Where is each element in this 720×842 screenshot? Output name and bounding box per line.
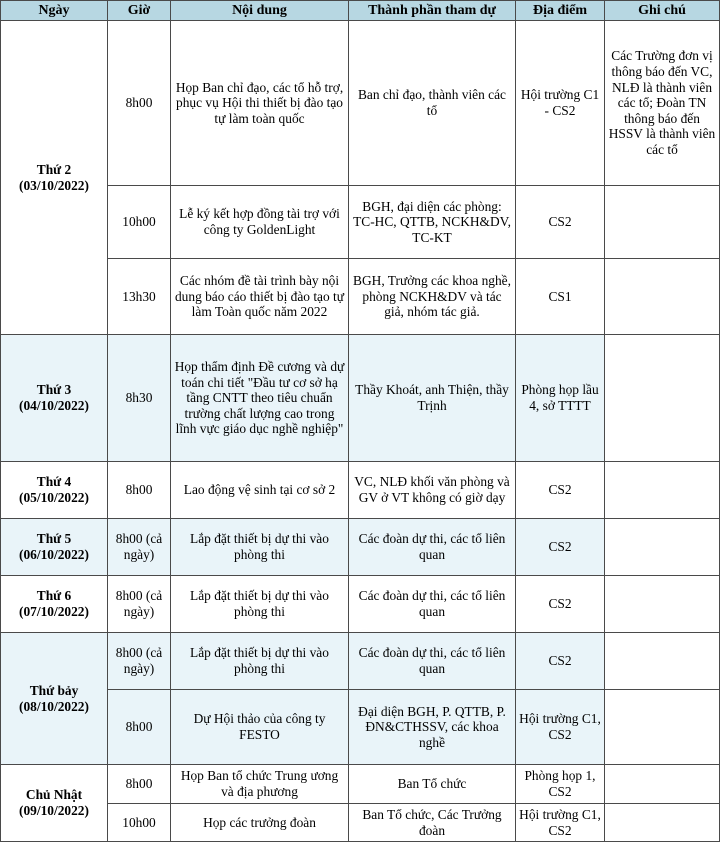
note-cell bbox=[605, 259, 720, 335]
day-cell bbox=[1, 462, 108, 519]
header-row bbox=[1, 1, 720, 21]
table-row bbox=[1, 804, 720, 842]
table-row bbox=[1, 186, 720, 259]
day-cell bbox=[1, 21, 108, 335]
attendees-cell: Ban chỉ đạo, thành viên các tổ bbox=[349, 21, 516, 186]
table-row bbox=[1, 519, 720, 576]
time-cell: 13h30 bbox=[108, 259, 171, 335]
note-cell bbox=[605, 462, 720, 519]
time-cell: 8h00 bbox=[108, 690, 171, 765]
note-cell bbox=[605, 804, 720, 842]
table-row bbox=[1, 576, 720, 633]
attendees-cell: Các đoàn dự thi, các tổ liên quan bbox=[349, 519, 516, 576]
day-date: (06/10/2022) bbox=[19, 547, 89, 562]
location-cell: Phòng họp 1, CS2 bbox=[516, 765, 605, 804]
location-cell: CS1 bbox=[516, 259, 605, 335]
time-cell: 8h00 (cả ngày) bbox=[108, 519, 171, 576]
content-cell: Họp thẩm định Đề cương và dự toán chi tiết "Đầu tư cơ sở hạ tầng CNTT theo tiêu chuẩn trường chất lượng cao trong lĩnh vực giáo dục nghề nghiệp" bbox=[171, 335, 349, 462]
content-cell: Các nhóm đề tài trình bày nội dung báo cáo thiết bị đào tạo tự làm Toàn quốc năm 2022 bbox=[171, 259, 349, 335]
note-cell bbox=[605, 633, 720, 690]
day-name: Thứ 2 bbox=[36, 161, 72, 177]
content-cell: Lắp đặt thiết bị dự thi vào phòng thi bbox=[171, 519, 349, 576]
location-cell: CS2 bbox=[516, 519, 605, 576]
table-row bbox=[1, 765, 720, 804]
day-cell bbox=[1, 576, 108, 633]
time-cell: 8h30 bbox=[108, 335, 171, 462]
location-cell: Hội trường C1, CS2 bbox=[516, 804, 605, 842]
location-cell: CS2 bbox=[516, 633, 605, 690]
day-name: Thứ 3 bbox=[36, 382, 72, 398]
day-name: Thứ 4 bbox=[36, 474, 72, 490]
header-content: Nội dung bbox=[171, 1, 349, 21]
content-cell: Lắp đặt thiết bị dự thi vào phòng thi bbox=[171, 576, 349, 633]
table-row bbox=[1, 633, 720, 690]
table-row bbox=[1, 335, 720, 462]
note-cell bbox=[605, 186, 720, 259]
day-name: Thứ 6 bbox=[36, 588, 72, 604]
header-location: Địa điểm bbox=[516, 1, 605, 21]
attendees-cell: Đại diện BGH, P. QTTB, P. ĐN&CTHSSV, các khoa nghề bbox=[349, 690, 516, 765]
note-cell bbox=[605, 690, 720, 765]
table-row bbox=[1, 690, 720, 765]
attendees-cell: BGH, Trưởng các khoa nghề, phòng NCKH&DV và tác giả, nhóm tác giả. bbox=[349, 259, 516, 335]
content-cell: Lắp đặt thiết bị dự thi vào phòng thi bbox=[171, 633, 349, 690]
note-cell bbox=[605, 765, 720, 804]
content-cell: Lao động vệ sinh tại cơ sở 2 bbox=[171, 462, 349, 519]
table-row bbox=[1, 259, 720, 335]
time-cell: 8h00 bbox=[108, 21, 171, 186]
day-date: (07/10/2022) bbox=[19, 604, 89, 619]
day-cell bbox=[1, 633, 108, 765]
content-cell: Họp các trưởng đoàn bbox=[171, 804, 349, 842]
day-name: Chủ Nhật bbox=[25, 787, 83, 803]
day-date: (05/10/2022) bbox=[19, 490, 89, 505]
header-note: Ghi chú bbox=[605, 1, 720, 21]
day-cell bbox=[1, 519, 108, 576]
note-cell bbox=[605, 335, 720, 462]
content-cell: Dự Hội thảo của công ty FESTO bbox=[171, 690, 349, 765]
day-cell bbox=[1, 335, 108, 462]
day-cell bbox=[1, 765, 108, 842]
day-date: (04/10/2022) bbox=[19, 398, 89, 413]
day-date: (09/10/2022) bbox=[19, 803, 89, 818]
table-body bbox=[1, 21, 720, 842]
attendees-cell: Các đoàn dự thi, các tổ liên quan bbox=[349, 576, 516, 633]
time-cell: 10h00 bbox=[108, 804, 171, 842]
attendees-cell: VC, NLĐ khối văn phòng và GV ở VT không có giờ dạy bbox=[349, 462, 516, 519]
note-cell bbox=[605, 519, 720, 576]
location-cell: Hội trường C1, CS2 bbox=[516, 690, 605, 765]
day-date: (03/10/2022) bbox=[19, 177, 89, 193]
note-cell: Các Trường đơn vị thông báo đến VC, NLĐ là thành viên các tổ; Đoàn TN thông báo đến HSSV là thành viên các tổ bbox=[605, 21, 720, 186]
note-cell bbox=[605, 576, 720, 633]
time-cell: 10h00 bbox=[108, 186, 171, 259]
attendees-cell: Ban Tổ chức bbox=[349, 765, 516, 804]
day-name: Thứ 5 bbox=[36, 531, 72, 547]
attendees-cell: Thầy Khoát, anh Thiện, thầy Trịnh bbox=[349, 335, 516, 462]
attendees-cell: Ban Tổ chức, Các Trưởng đoàn bbox=[349, 804, 516, 842]
time-cell: 8h00 bbox=[108, 765, 171, 804]
location-cell: CS2 bbox=[516, 576, 605, 633]
day-date: (08/10/2022) bbox=[19, 698, 89, 714]
content-cell: Họp Ban tổ chức Trung ương và địa phương bbox=[171, 765, 349, 804]
time-cell: 8h00 bbox=[108, 462, 171, 519]
day-name: Thứ bảy bbox=[29, 682, 79, 698]
attendees-cell: Các đoàn dự thi, các tổ liên quan bbox=[349, 633, 516, 690]
time-cell: 8h00 (cả ngày) bbox=[108, 576, 171, 633]
time-cell: 8h00 (cả ngày) bbox=[108, 633, 171, 690]
table-header bbox=[1, 1, 720, 21]
header-day: Ngày bbox=[1, 1, 108, 21]
table-row bbox=[1, 462, 720, 519]
header-time: Giờ bbox=[108, 1, 171, 21]
content-cell: Lễ ký kết hợp đồng tài trợ với công ty GoldenLight bbox=[171, 186, 349, 259]
content-cell: Họp Ban chỉ đạo, các tổ hỗ trợ, phục vụ Hội thi thiết bị đào tạo tự làm toàn quốc bbox=[171, 21, 349, 186]
attendees-cell: BGH, đại diện các phòng: TC-HC, QTTB, NCKH&DV, TC-KT bbox=[349, 186, 516, 259]
location-cell: CS2 bbox=[516, 186, 605, 259]
location-cell: Phòng họp lầu 4, sở TTTT bbox=[516, 335, 605, 462]
header-attendees: Thành phần tham dự bbox=[349, 1, 516, 21]
location-cell: Hội trường C1 - CS2 bbox=[516, 21, 605, 186]
table-row bbox=[1, 21, 720, 186]
location-cell: CS2 bbox=[516, 462, 605, 519]
